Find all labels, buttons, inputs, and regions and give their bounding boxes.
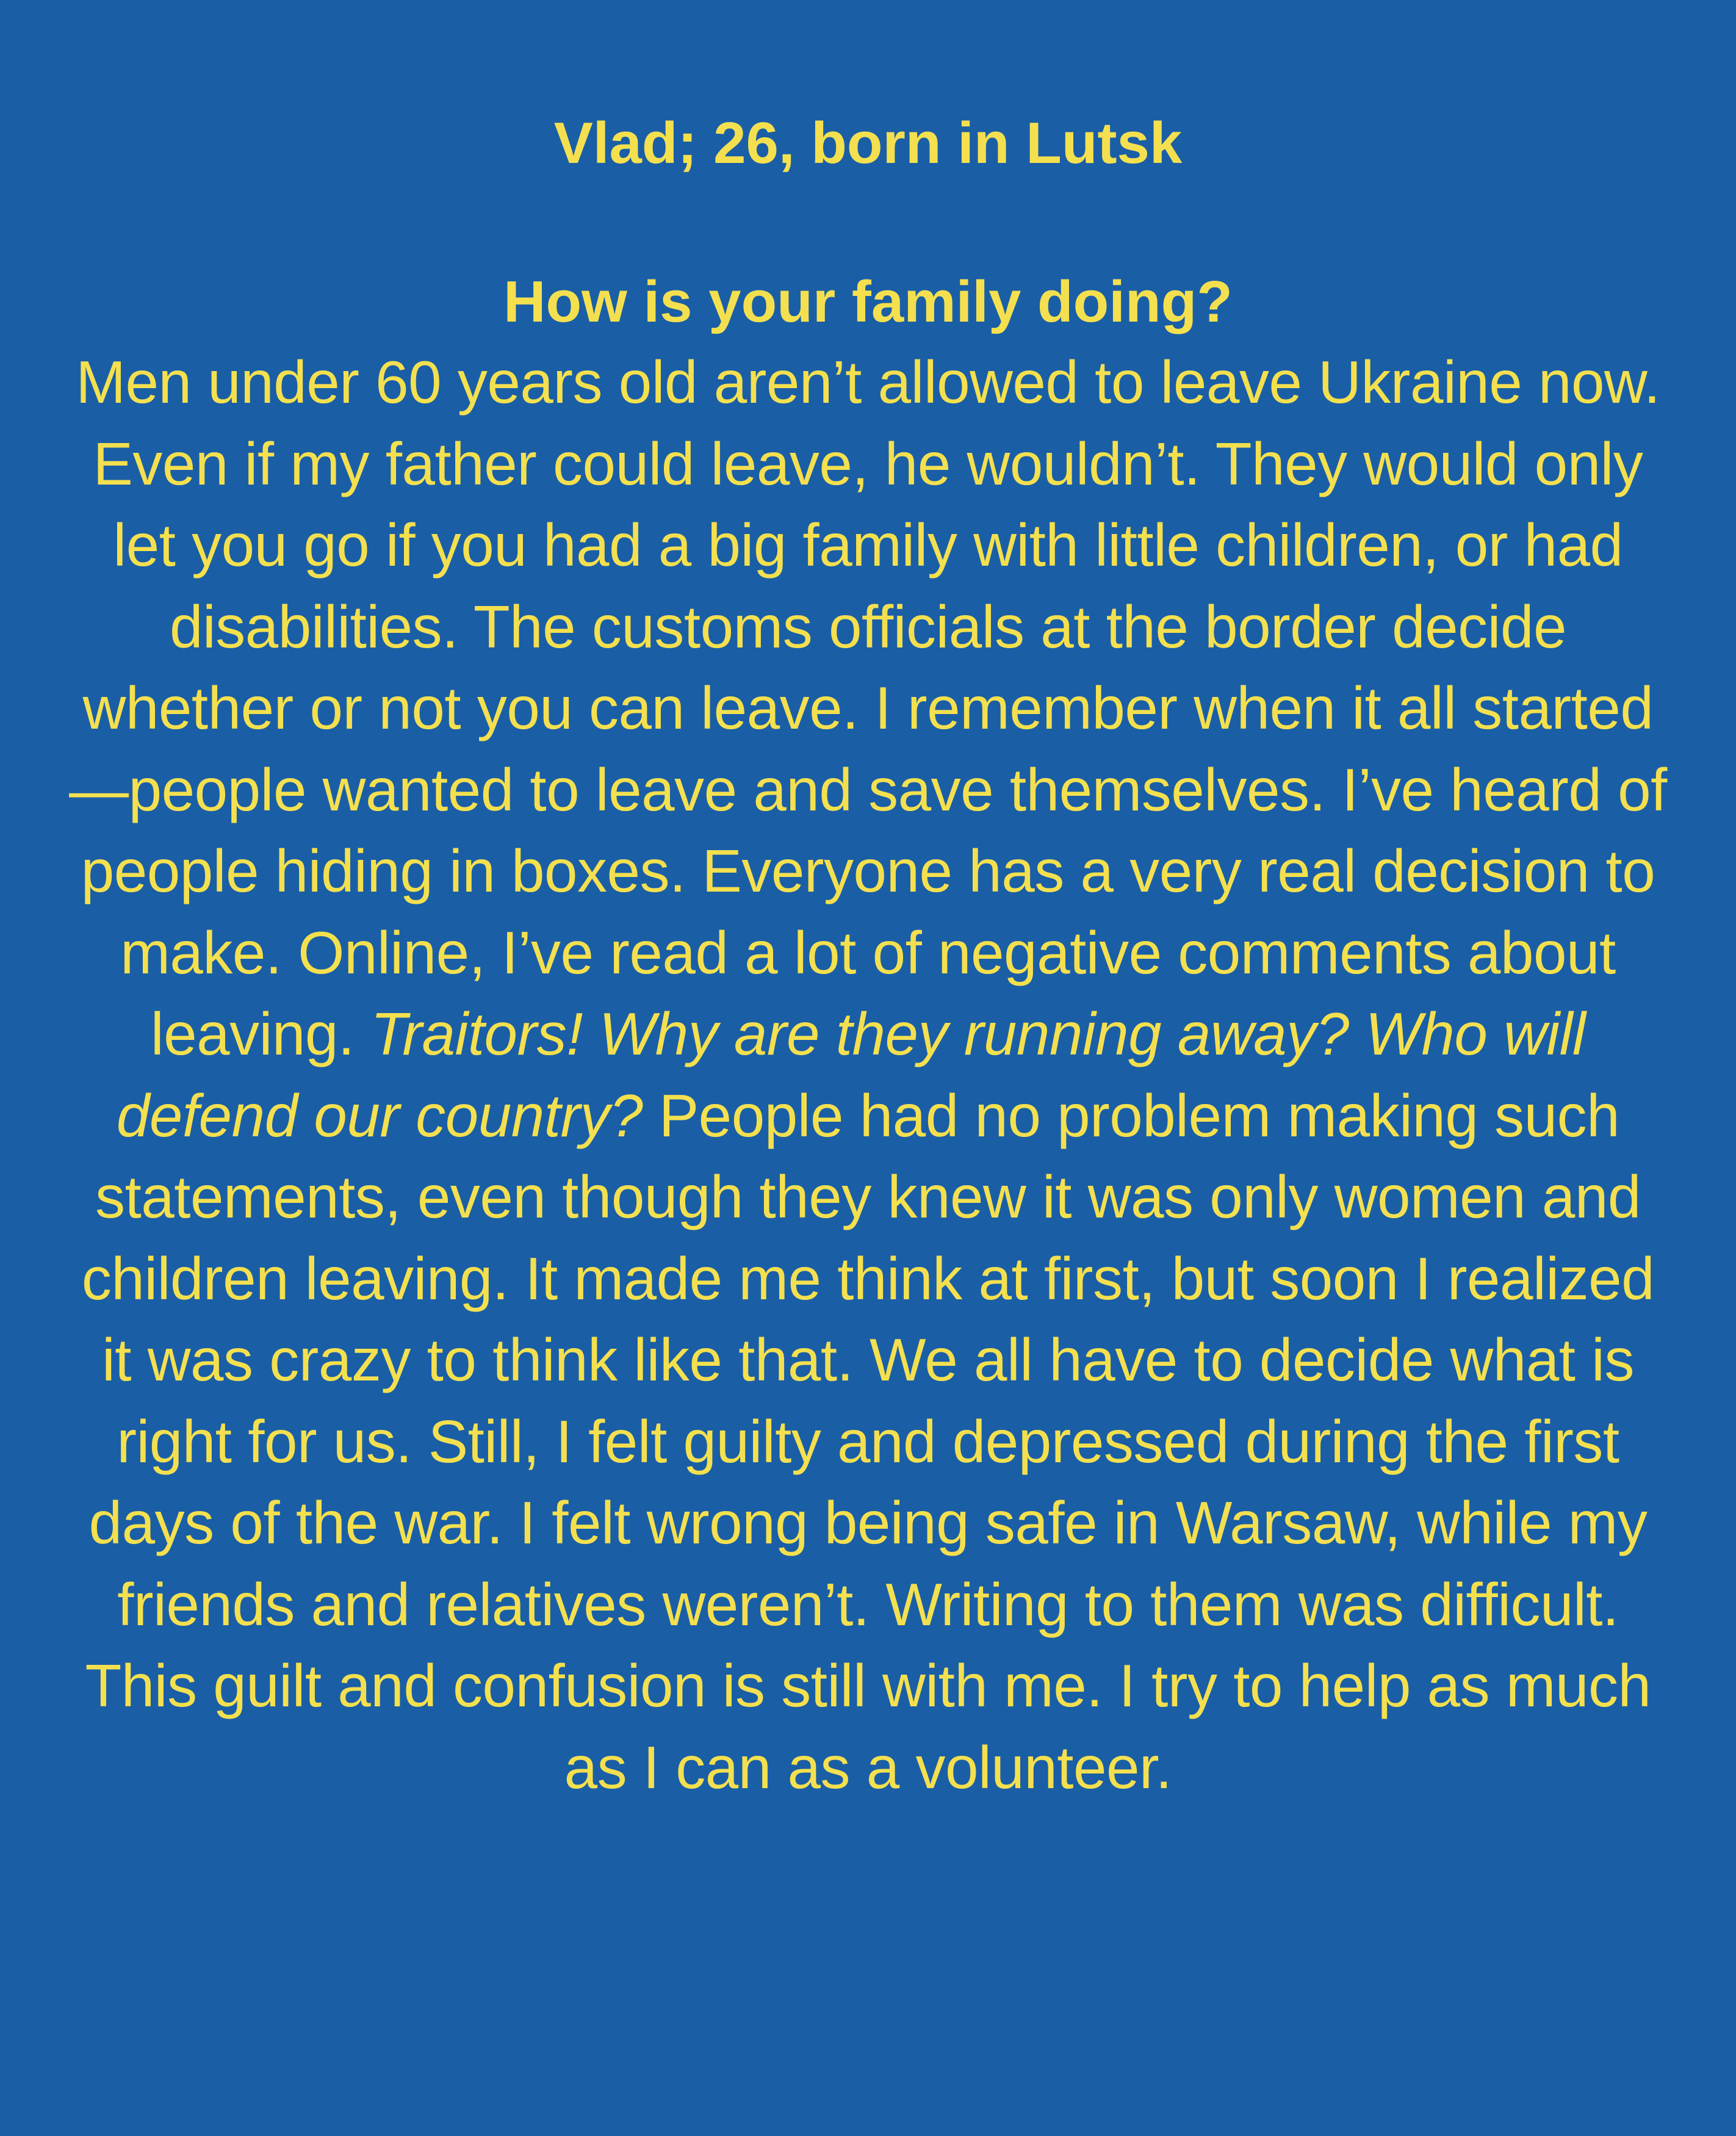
answer-text-part1: Men under 60 years old aren’t allowed to leave Ukraine now. Even if my father could leave, he wouldn’t. They would only let you go if you had a big family with little children, or had disabilities. The customs officials at the border decide whether or not you can leave. I remember when it all started—people wanted to leave and save themselves. I’ve heard of people hiding in boxes. Everyone has a very real decision to make. Online, I’ve read a lot of negative comments about leaving. <box>69 348 1667 1067</box>
interviewee-title: Vlad; 26, born in Lutsk <box>553 110 1183 176</box>
interview-answer <box>67 342 1669 1808</box>
interview-question: How is your family doing? <box>503 269 1233 334</box>
answer-quote: Traitors! Why are they running away? Who will defend our country? <box>116 1000 1586 1149</box>
answer-text-part2: People had no problem making such statements, even though they knew it was only women and children leaving. It made me think at first, but soon I realized it was crazy to think like that. We all have to decide what is right for us. Still, I felt guilty and depressed during the first days of the war. I felt wrong being safe in Warsaw, while my friends and relatives weren’t. Writing to them was difficult. This guilt and confusion is still with me. I try to help as much as I can as a volunteer. <box>81 1081 1655 1801</box>
